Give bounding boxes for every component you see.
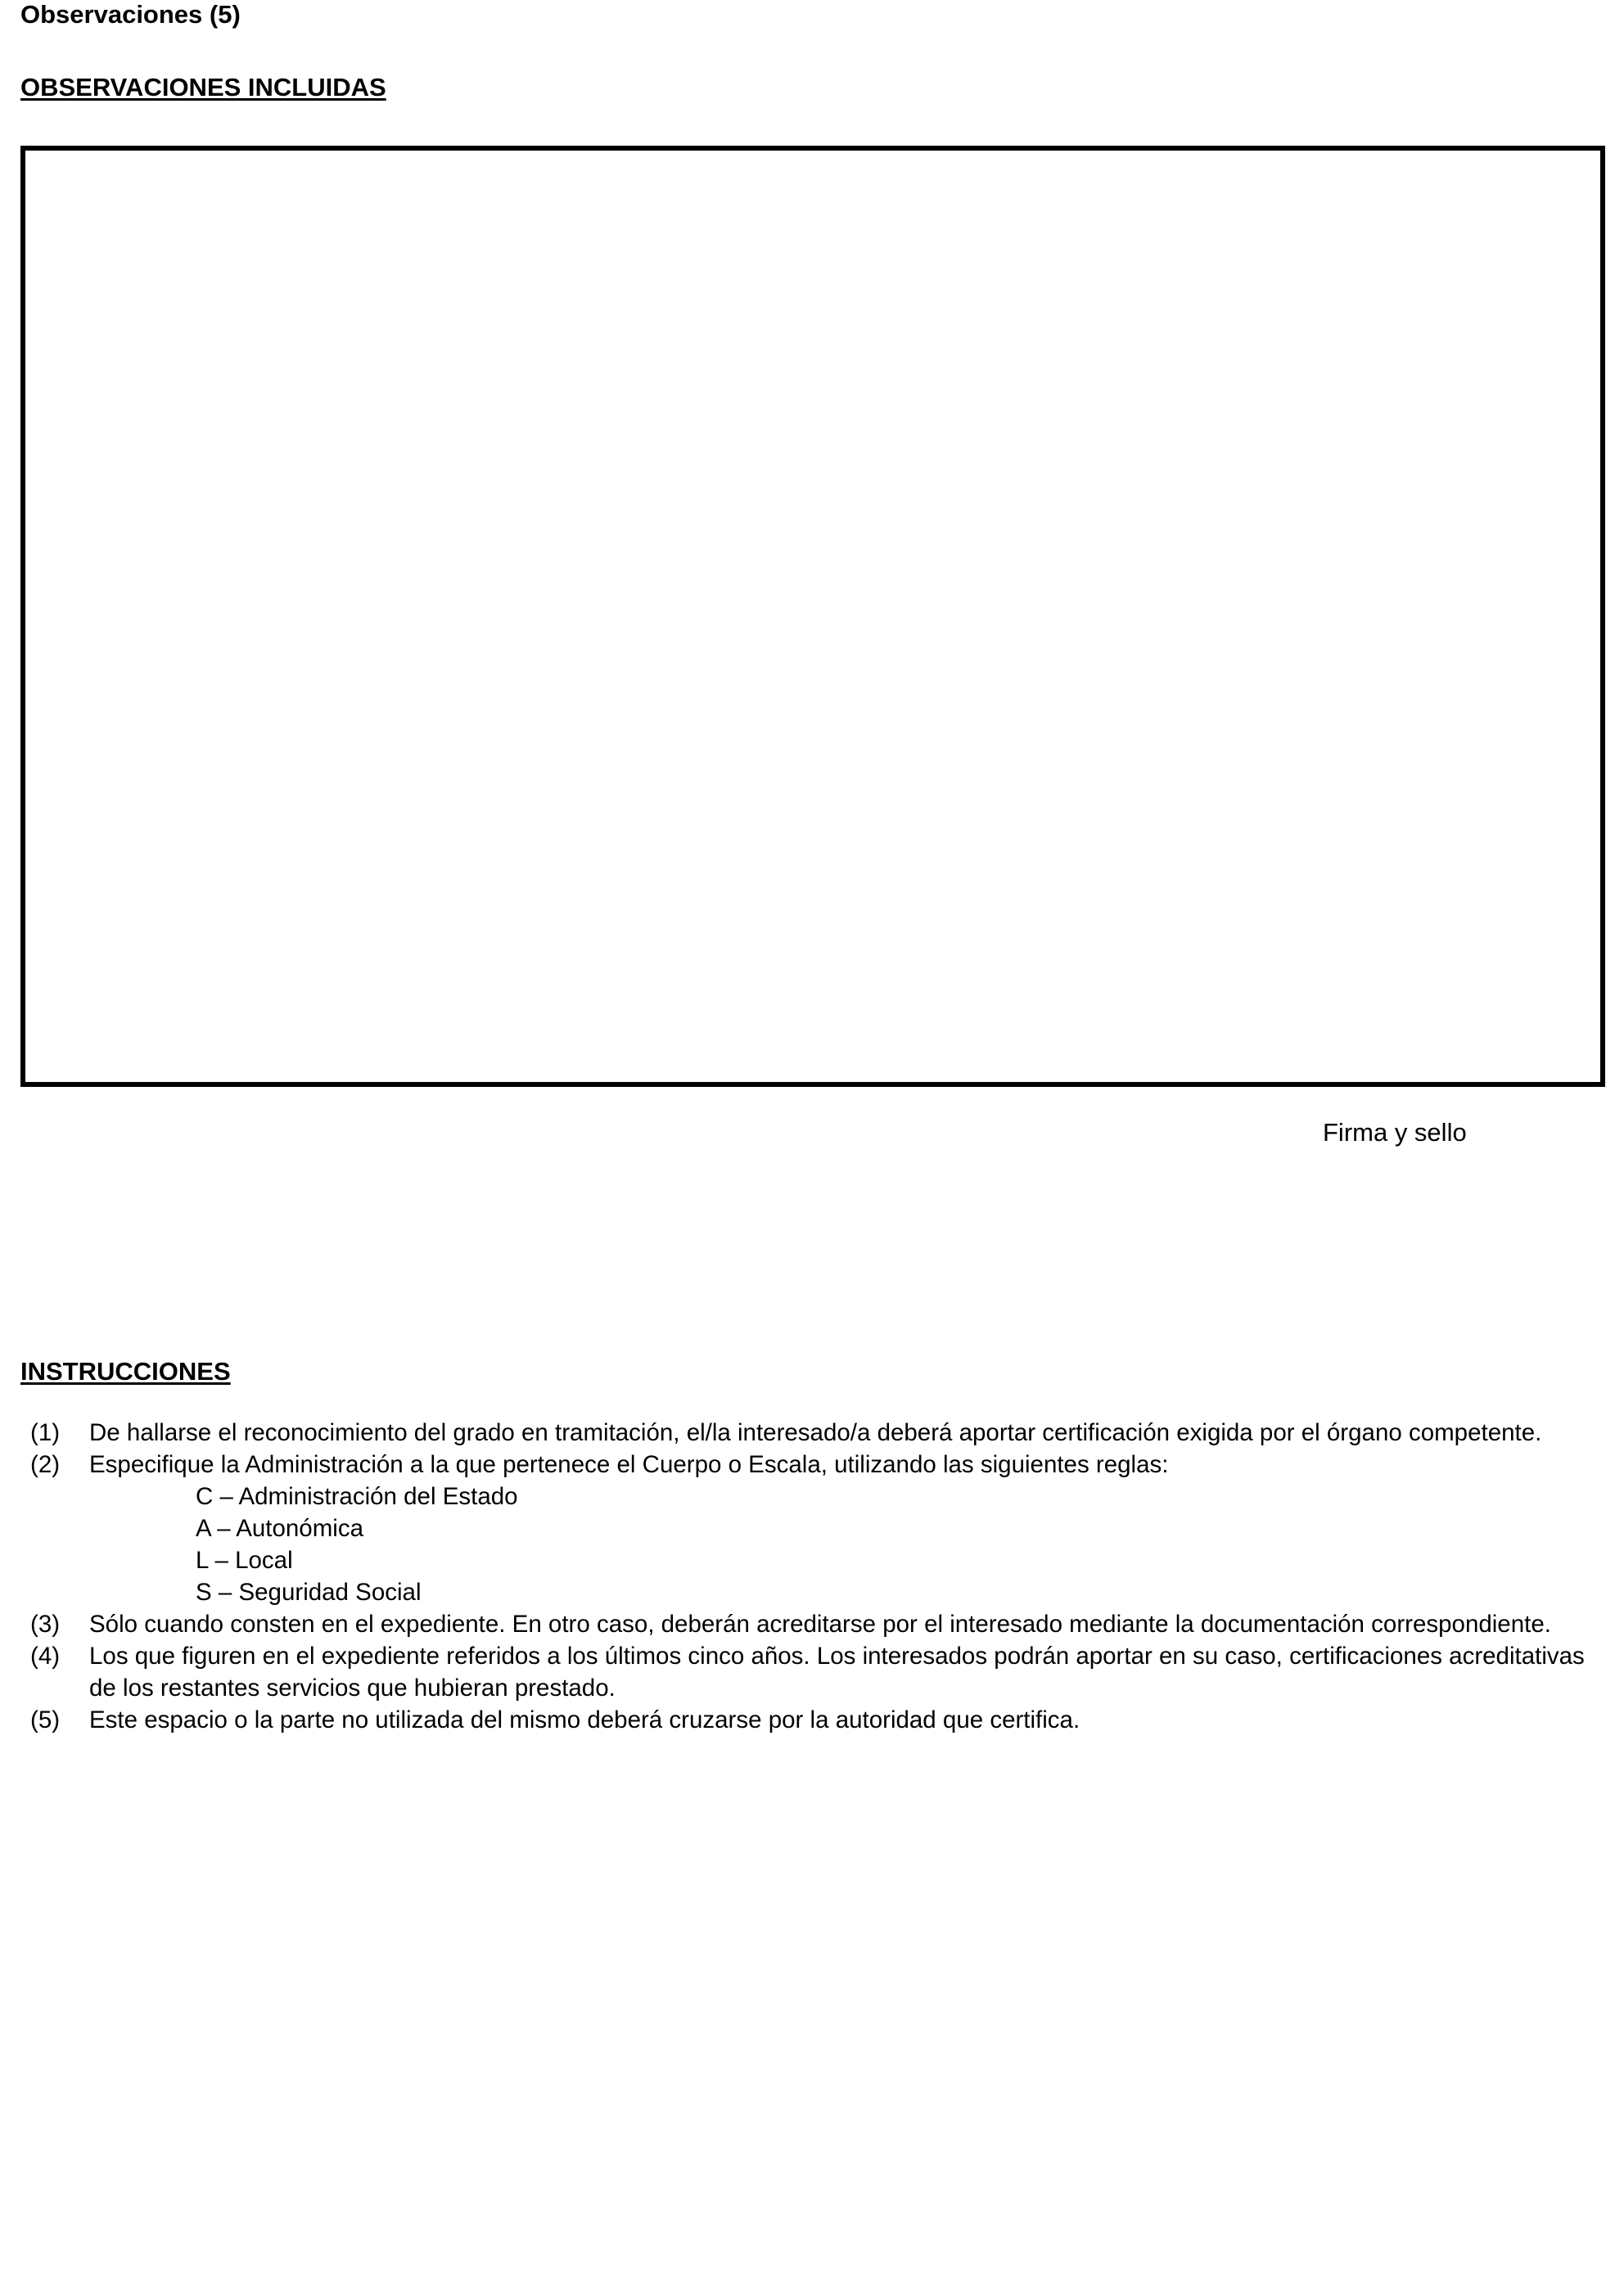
rule-item-l: L – Local <box>196 1547 293 1574</box>
instruction-text: Sólo cuando consten en el expediente. En otro caso, deberán acreditarse por el interesado mediante la documentación correspondiente. <box>89 1611 1551 1638</box>
instruction-item-2 <box>30 1449 1602 1608</box>
instructions-list <box>30 1417 1602 1736</box>
instruction-number: (4) <box>30 1643 61 1670</box>
instruction-text: Especifique la Administración a la que pertenece el Cuerpo o Escala, utilizando las siguientes reglas: <box>89 1451 1169 1478</box>
instruction-text: Los que figuren en el expediente referidos a los últimos cinco años. Los interesados podrán aportar en su caso, certificaciones acreditativas de los restantes servicios que hubieran prestado. <box>89 1643 1585 1702</box>
page-title: Observaciones (5) <box>20 0 241 29</box>
instructions-heading: INSTRUCCIONES <box>20 1357 231 1386</box>
instruction-item-4 <box>30 1640 1602 1704</box>
instruction-number: (1) <box>30 1419 61 1446</box>
instruction-number: (5) <box>30 1706 61 1733</box>
observations-heading: OBSERVACIONES INCLUIDAS <box>20 73 386 101</box>
instruction-text: Este espacio o la parte no utilizada del mismo deberá cruzarse por la autoridad que certifica. <box>89 1706 1080 1733</box>
observations-box[interactable] <box>20 146 1605 1087</box>
signature-label: Firma y sello <box>1323 1118 1467 1147</box>
instruction-item-5 <box>30 1704 1602 1736</box>
rule-item-a: A – Autonómica <box>196 1515 364 1542</box>
rule-item-s: S – Seguridad Social <box>196 1579 422 1606</box>
instruction-number: (3) <box>30 1611 61 1638</box>
instruction-item-3 <box>30 1608 1602 1640</box>
rule-item-c: C – Administración del Estado <box>196 1483 518 1510</box>
instruction-text: De hallarse el reconocimiento del grado en tramitación, el/la interesado/a deberá aportar certificación exigida por el órgano competente. <box>89 1419 1542 1446</box>
administration-rules-list <box>89 1481 1594 1608</box>
instruction-body <box>89 1449 1602 1608</box>
instruction-item-1 <box>30 1417 1602 1449</box>
instruction-number: (2) <box>30 1451 61 1478</box>
